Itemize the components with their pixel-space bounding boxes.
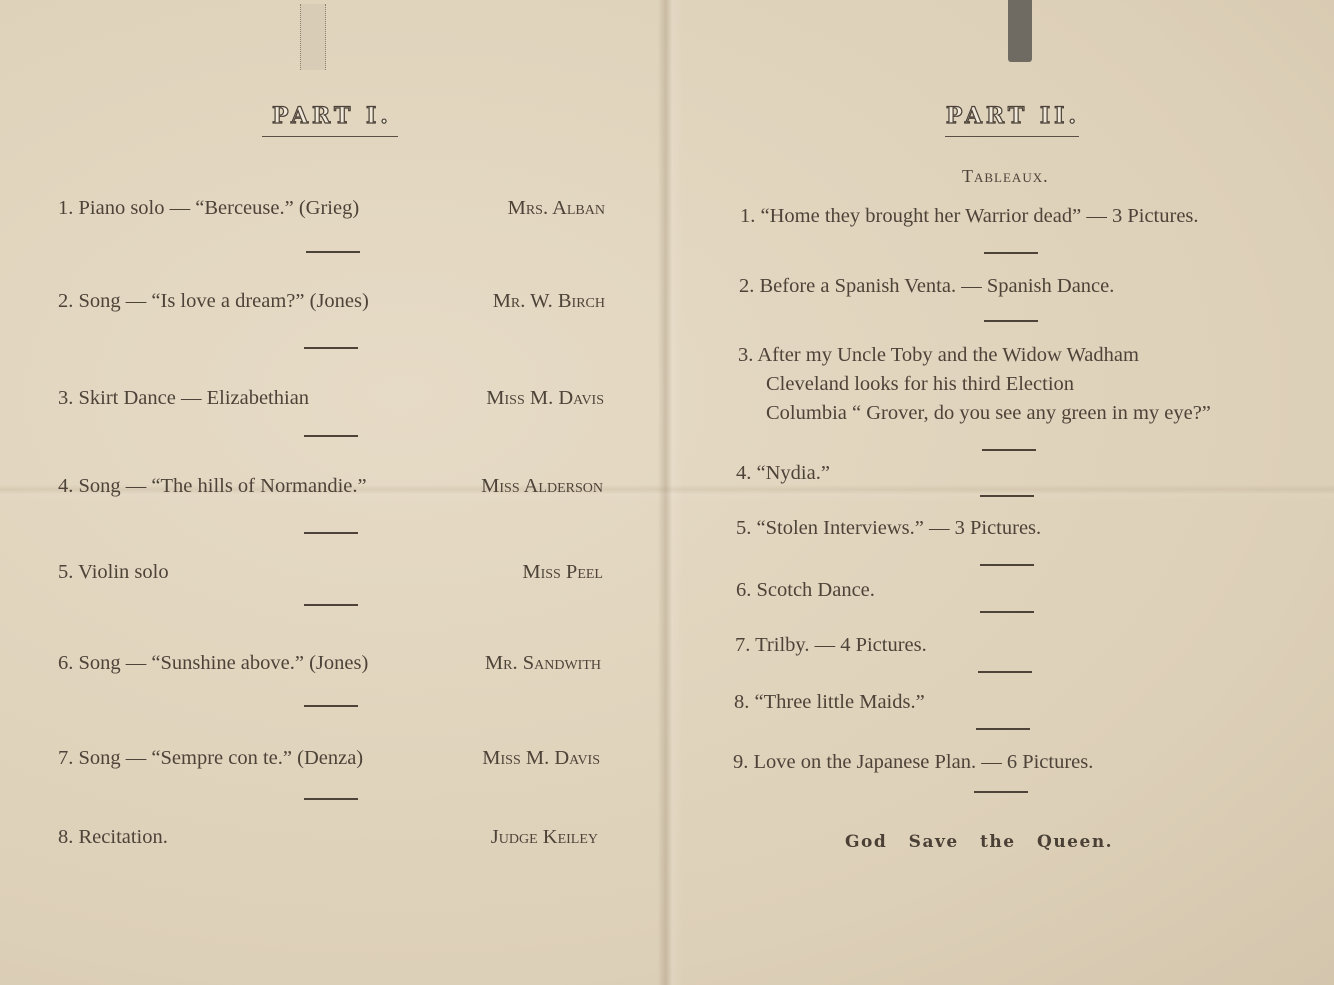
divider	[304, 435, 358, 437]
divider	[974, 791, 1028, 793]
divider	[304, 347, 358, 349]
tape-mark-right	[1008, 0, 1032, 62]
tape-mark-left	[300, 4, 326, 70]
part-two-item-9: 9. Love on the Japanese Plan. — 6 Pictures.	[733, 751, 1094, 773]
part-one-item-7: 7. Song — “Sempre con te.” (Denza)	[58, 747, 364, 769]
part-two-item-6: 6. Scotch Dance.	[736, 579, 875, 601]
part-two-item-2: 2. Before a Spanish Venta. — Spanish Dance.	[739, 275, 1115, 297]
part-two-item-5: 5. “Stolen Interviews.” — 3 Pictures.	[736, 517, 1042, 539]
part-one-performer-8: Judge Keiley	[490, 826, 598, 848]
closing-line: God Save the Queen.	[845, 832, 1114, 852]
part-one-title-rule	[262, 136, 398, 137]
part-one-performer-5: Miss Peel	[522, 561, 603, 583]
divider	[984, 320, 1038, 322]
divider	[976, 728, 1030, 730]
part-two-title: PART II.	[945, 103, 1081, 129]
part-one-performer-3: Miss M. Davis	[486, 387, 604, 409]
part-two-subtitle: Tableaux.	[962, 166, 1049, 186]
part-one-performer-2: Mr. W. Birch	[492, 290, 605, 312]
part-two-title-rule	[945, 136, 1079, 137]
divider	[304, 604, 358, 606]
part-two-item-7: 7. Trilby. — 4 Pictures.	[735, 634, 927, 656]
part-one-item-2: 2. Song — “Is love a dream?” (Jones)	[58, 290, 369, 312]
part-two-item-4: 4. “Nydia.”	[736, 462, 830, 484]
part-one-item-1: 1. Piano solo — “Berceuse.” (Grieg)	[58, 197, 360, 219]
divider	[304, 705, 358, 707]
divider	[980, 611, 1034, 613]
part-one-item-4: 4. Song — “The hills of Normandie.”	[58, 475, 367, 497]
divider	[980, 564, 1034, 566]
part-two-item-1: 1. “Home they brought her Warrior dead” — 3 Pictures.	[740, 205, 1199, 227]
divider	[982, 449, 1036, 451]
part-two-item-3: 3. After my Uncle Toby and the Widow Wadham	[738, 344, 1139, 366]
part-one-title: PART I.	[272, 103, 392, 129]
part-one-performer-1: Mrs. Alban	[507, 197, 605, 219]
part-one-item-5: 5. Violin solo	[58, 561, 169, 583]
part-two-item-3-line-2: Cleveland looks for his third Election	[766, 373, 1075, 395]
divider	[978, 671, 1032, 673]
part-two-item-3-line-3: Columbia “ Grover, do you see any green in my eye?”	[766, 402, 1211, 424]
divider	[984, 252, 1038, 254]
divider	[304, 532, 358, 534]
part-one-performer-7: Miss M. Davis	[482, 747, 600, 769]
part-one-item-3: 3. Skirt Dance — Elizabethian	[58, 387, 310, 409]
part-one-item-6: 6. Song — “Sunshine above.” (Jones)	[58, 652, 369, 674]
part-two-item-8: 8. “Three little Maids.”	[734, 691, 925, 713]
part-one-item-8: 8. Recitation.	[58, 826, 168, 848]
divider	[304, 798, 358, 800]
part-one-performer-6: Mr. Sandwith	[484, 652, 601, 674]
part-one-performer-4: Miss Alderson	[481, 475, 603, 497]
divider	[980, 495, 1034, 497]
divider	[306, 251, 360, 253]
